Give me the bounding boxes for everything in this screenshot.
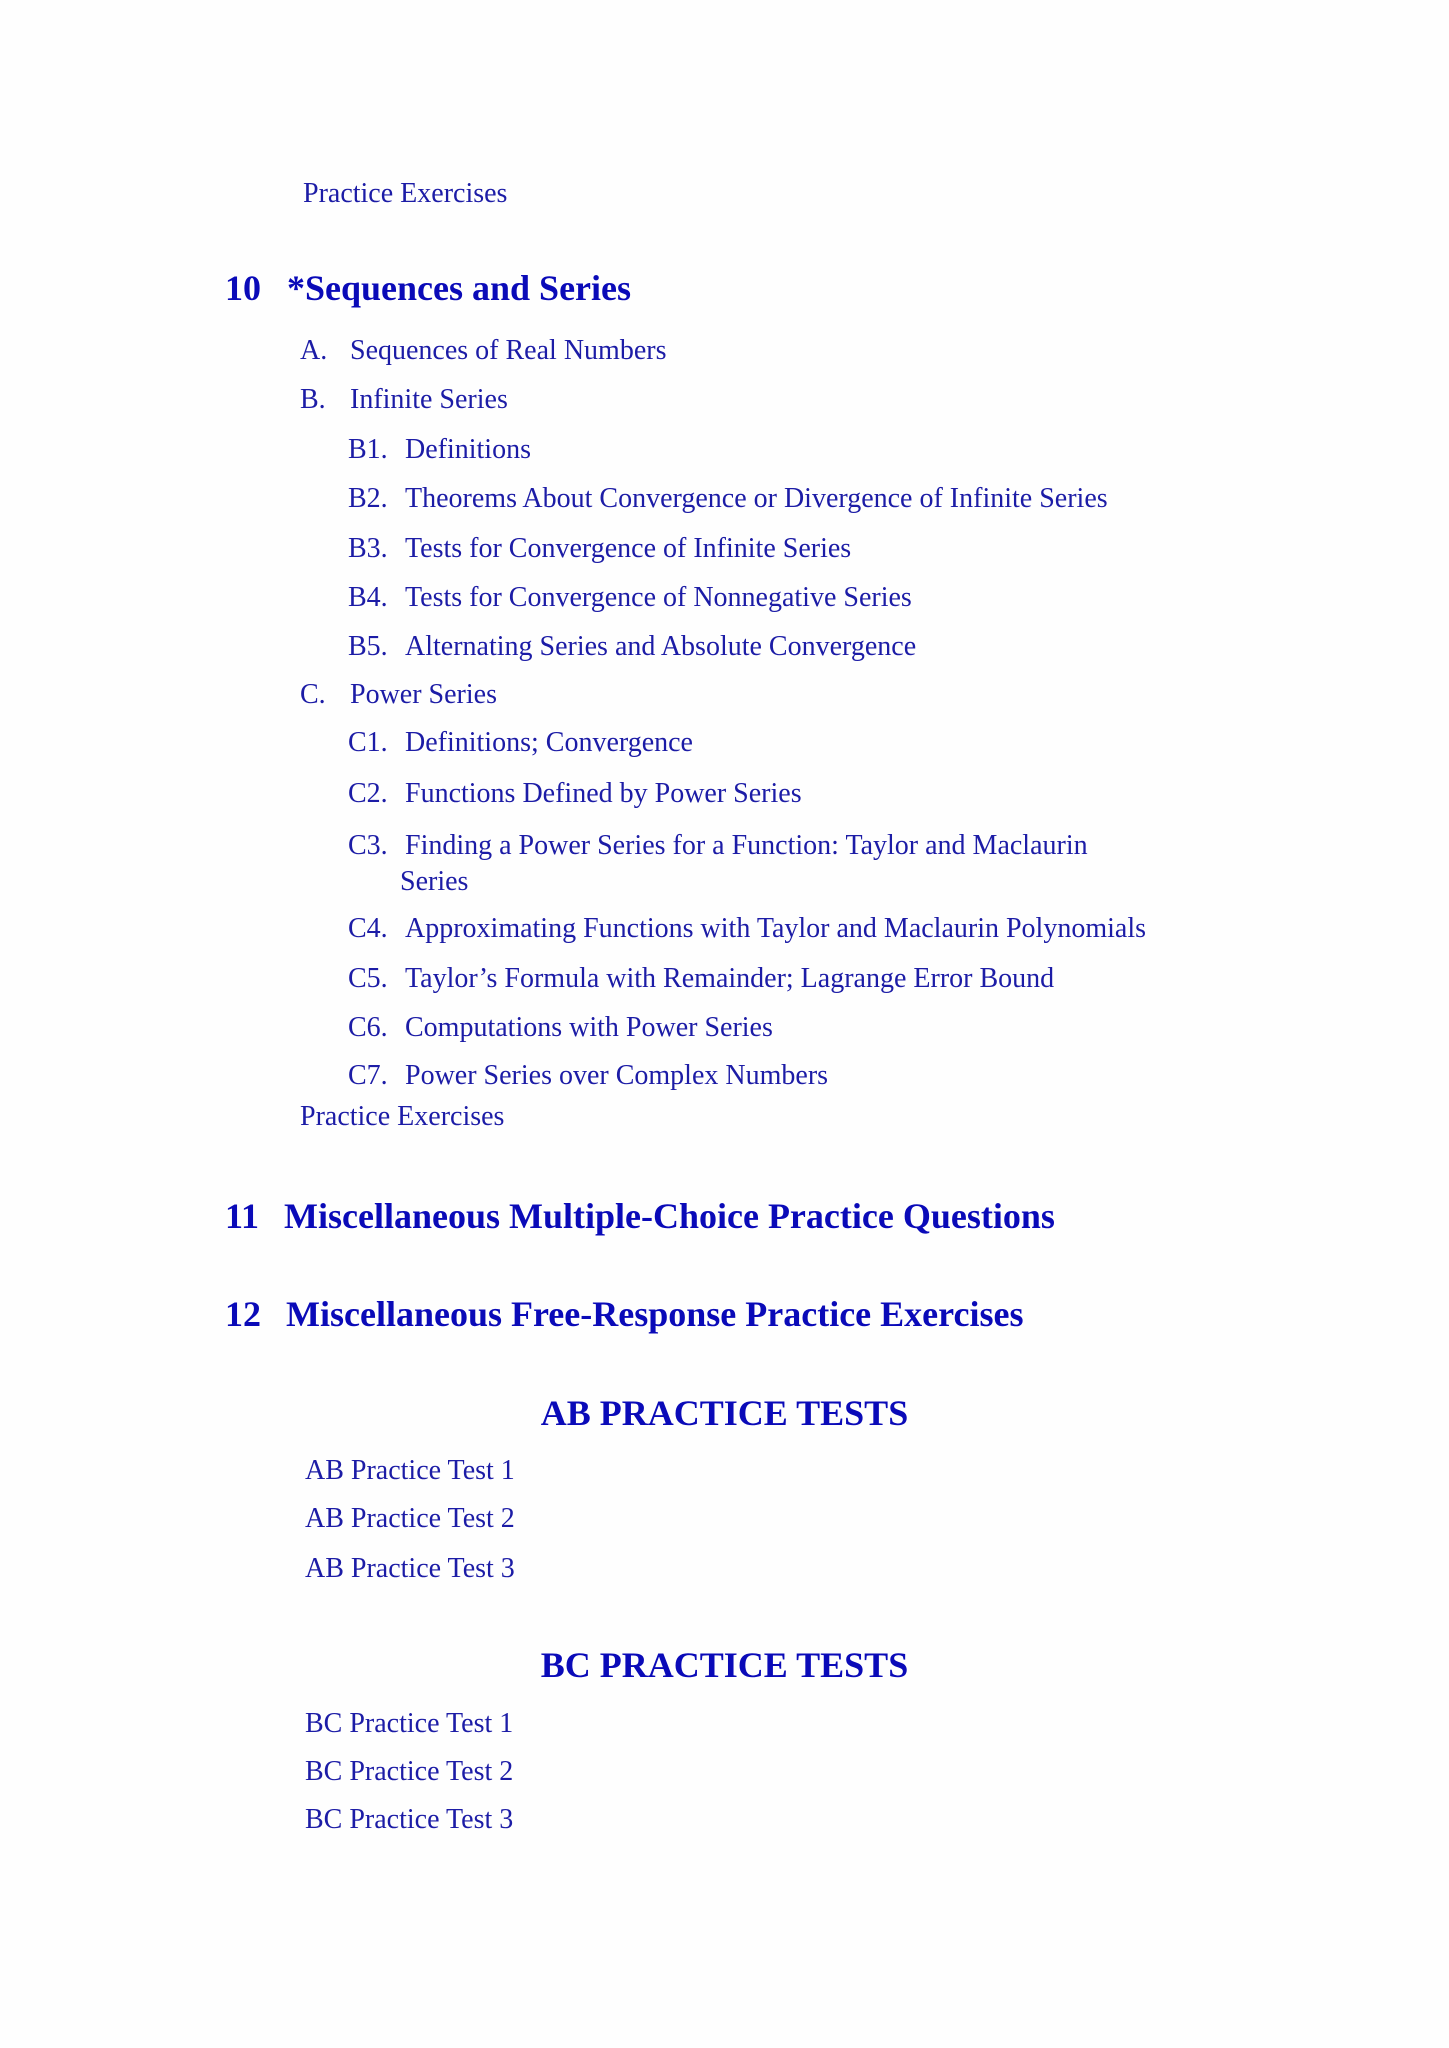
- entry-label: B3.: [348, 533, 388, 564]
- entry-title: Power Series over Complex Numbers: [405, 1060, 829, 1091]
- toc-entry-B[interactable]: [0, 386, 1449, 416]
- entry-label: B4.: [348, 582, 388, 613]
- entry-label: B5.: [348, 631, 388, 662]
- entry-label: B1.: [348, 434, 388, 465]
- entry-title: Finding a Power Series for a Function: Taylor and Maclaurin: [405, 830, 1088, 861]
- entry-title: Approximating Functions with Taylor and Maclaurin Polynomials: [405, 913, 1147, 944]
- toc-link-bc-test-1[interactable]: BC Practice Test 1: [305, 1708, 514, 1739]
- entry-title: Definitions: [405, 434, 531, 465]
- toc-entry-C3[interactable]: [0, 832, 1449, 898]
- entry-title: Theorems About Convergence or Divergence of Infinite Series: [405, 483, 1108, 514]
- toc-entry-C4[interactable]: [0, 915, 1449, 945]
- entry-title: Infinite Series: [350, 384, 508, 415]
- chapter-number: 11: [225, 1196, 260, 1236]
- entry-title: Sequences of Real Numbers: [350, 335, 667, 366]
- entry-label: C4.: [348, 913, 388, 944]
- toc-entry-C5[interactable]: [0, 965, 1449, 995]
- toc-entry-C7[interactable]: [0, 1062, 1449, 1092]
- toc-entry-B2[interactable]: [0, 485, 1449, 515]
- entry-label: C2.: [348, 778, 388, 809]
- toc-link-practice-exercises-ch10[interactable]: Practice Exercises: [300, 1101, 505, 1132]
- toc-entry-C1[interactable]: [0, 729, 1449, 759]
- entry-label: B2.: [348, 483, 388, 514]
- toc-link-bc-test-3[interactable]: BC Practice Test 3: [305, 1804, 514, 1835]
- entry-title: Computations with Power Series: [405, 1012, 773, 1043]
- entry-title: Alternating Series and Absolute Convergence: [405, 631, 917, 662]
- chapter-11-heading[interactable]: [0, 1198, 1449, 1238]
- entry-label: C5.: [348, 963, 388, 994]
- entry-title: Power Series: [350, 679, 497, 710]
- entry-label: C1.: [348, 727, 388, 758]
- chapter-12-heading[interactable]: [0, 1296, 1449, 1336]
- entry-title: Tests for Convergence of Nonnegative Series: [405, 582, 912, 613]
- entry-label: A.: [300, 335, 328, 366]
- entry-label: B.: [300, 384, 326, 415]
- chapter-title: *Sequences and Series: [287, 268, 632, 308]
- toc-entry-C2[interactable]: [0, 780, 1449, 810]
- entry-title: Tests for Convergence of Infinite Series: [405, 533, 852, 564]
- chapter-number: 12: [225, 1294, 261, 1334]
- entry-title: Definitions; Convergence: [405, 727, 693, 758]
- entry-title: Taylor’s Formula with Remainder; Lagrange Error Bound: [405, 963, 1055, 994]
- toc-entry-A[interactable]: [0, 337, 1449, 367]
- toc-link-ab-test-1[interactable]: AB Practice Test 1: [305, 1455, 515, 1486]
- entry-label: C3.: [348, 830, 388, 861]
- toc-entry-C6[interactable]: [0, 1014, 1449, 1044]
- chapter-title: Miscellaneous Free-Response Practice Exercises: [286, 1294, 1024, 1334]
- entry-title: Functions Defined by Power Series: [405, 778, 802, 809]
- entry-label: C7.: [348, 1060, 388, 1091]
- bc-practice-tests-heading: BC PRACTICE TESTS: [540, 1645, 909, 1685]
- toc-entry-C[interactable]: [0, 681, 1449, 711]
- toc-entry-B3[interactable]: [0, 535, 1449, 565]
- toc-entry-B1[interactable]: [0, 436, 1449, 466]
- toc-link-ab-test-2[interactable]: AB Practice Test 2: [305, 1503, 515, 1534]
- entry-label: C.: [300, 679, 326, 710]
- entry-title-continuation: Series: [400, 866, 469, 897]
- toc-link-practice-exercises-ch9[interactable]: Practice Exercises: [303, 178, 508, 209]
- chapter-number: 10: [225, 268, 261, 308]
- toc-link-bc-test-2[interactable]: BC Practice Test 2: [305, 1756, 514, 1787]
- chapter-10-heading[interactable]: [0, 270, 1449, 310]
- entry-label: C6.: [348, 1012, 388, 1043]
- toc-link-ab-test-3[interactable]: AB Practice Test 3: [305, 1553, 515, 1584]
- chapter-title: Miscellaneous Multiple-Choice Practice Questions: [284, 1196, 1055, 1236]
- toc-entry-B5[interactable]: [0, 633, 1449, 663]
- toc-entry-B4[interactable]: [0, 584, 1449, 614]
- ab-practice-tests-heading: AB PRACTICE TESTS: [540, 1393, 909, 1433]
